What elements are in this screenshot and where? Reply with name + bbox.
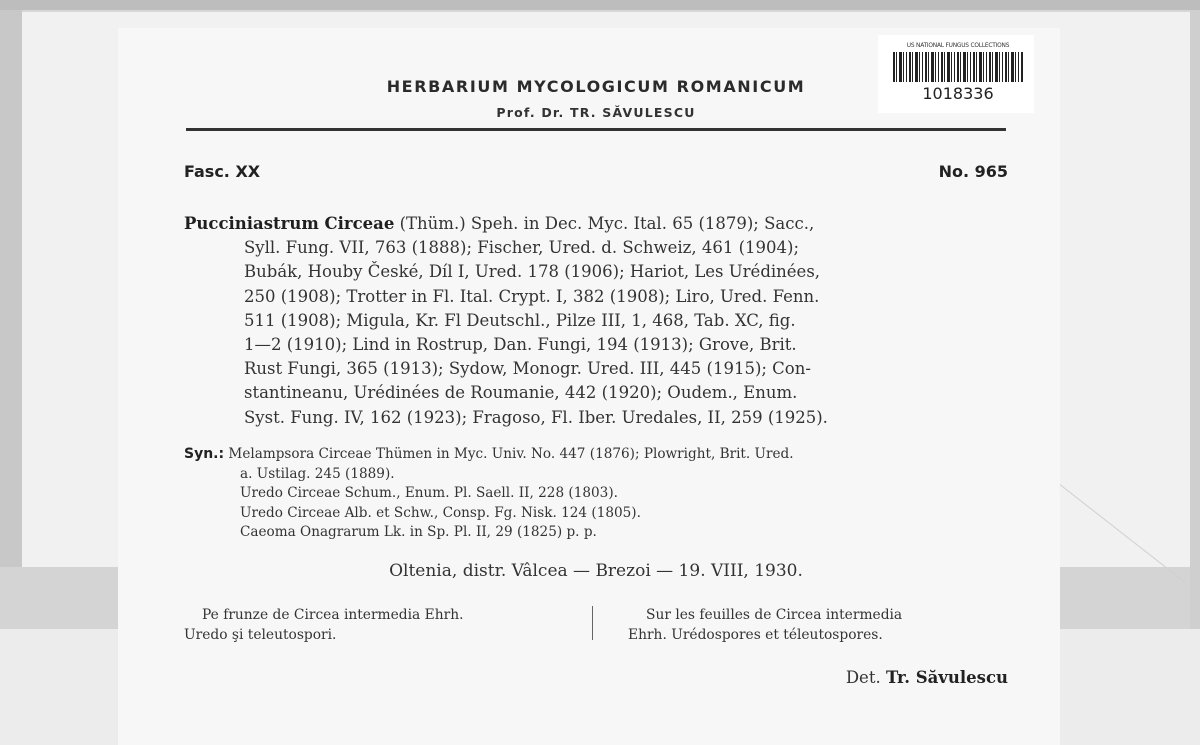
citation-line bbox=[184, 212, 1014, 236]
citation-line: Rust Fungi, 365 (1913); Sydow, Monogr. Ured. III, 445 (1915); Con- bbox=[244, 359, 811, 379]
host-note-romanian bbox=[184, 605, 579, 645]
citation-text: (Thüm.) Speh. in Dec. Myc. Ital. 65 (1879); Sacc., bbox=[399, 214, 815, 233]
synonym-line: Caeoma Onagrarum Lk. in Sp. Pl. II, 29 (1825) p. p. bbox=[240, 524, 597, 540]
collection-locality: Oltenia, distr. Vâlcea — Brezoi — 19. VIII, 1930. bbox=[389, 561, 803, 581]
synonym-line: a. Ustilag. 245 (1889). bbox=[240, 465, 395, 482]
synonyms-label: Syn.: bbox=[184, 446, 225, 462]
citation-line: 1—2 (1910); Lind in Rostrup, Dan. Fungi, 194 (1913); Grove, Brit. bbox=[244, 334, 797, 354]
synonym-line bbox=[184, 445, 1014, 465]
determiner-prefix: Det. bbox=[845, 668, 881, 687]
determiner-name: Tr. Săvulescu bbox=[885, 668, 1008, 687]
synonym-line: Uredo Circeae Schum., Enum. Pl. Saell. II, 228 (1803). bbox=[240, 485, 618, 501]
citation-line: 250 (1908); Trotter in Fl. Ital. Crypt. I, 382 (1908); Liro, Ured. Fenn. bbox=[244, 286, 820, 306]
exsiccata-number: No. 965 bbox=[938, 162, 1008, 181]
header-rule bbox=[186, 128, 1006, 131]
host-line: Pe frunze de Circea intermedia Ehrh. bbox=[202, 607, 464, 623]
species-name: Pucciniastrum Circeae bbox=[184, 214, 395, 233]
herbarium-title: HERBARIUM MYCOLOGICUM ROMANICUM bbox=[386, 77, 806, 96]
citation-line: Syst. Fung. IV, 162 (1923); Fragoso, Fl. Iber. Uredales, II, 259 (1925). bbox=[244, 407, 828, 427]
synonym-text: Melampsora Circeae Thümen in Myc. Univ. No. 447 (1876); Plowright, Brit. Ured. bbox=[228, 446, 794, 462]
citation-line: Syll. Fung. VII, 763 (1888); Fischer, Ured. d. Schweiz, 461 (1904); bbox=[244, 238, 800, 258]
synonym-line: Uredo Circeae Alb. et Schw., Consp. Fg. Nisk. 124 (1805). bbox=[240, 504, 641, 521]
host-line: Ehrh. Urédospores et téleutospores. bbox=[628, 627, 883, 643]
citation-line: 511 (1908); Migula, Kr. Fl Deutschl., Pilze III, 1, 468, Tab. XC, fig. bbox=[244, 310, 796, 330]
barcode-number: 1018336 bbox=[922, 84, 994, 103]
host-line: Uredo şi teleutospori. bbox=[184, 627, 337, 643]
column-divider bbox=[592, 606, 593, 640]
determiner bbox=[846, 668, 1008, 687]
citation-line: Bubák, Houby České, Díl I, Ured. 178 (1906); Hariot, Les Urédinées, bbox=[244, 262, 821, 282]
barcode-institution: US NATIONAL FUNGUS COLLECTIONS bbox=[906, 41, 1010, 49]
citation-line: stantineanu, Urédinées de Roumanie, 442 (1920); Oudem., Enum. bbox=[244, 383, 798, 403]
host-line: Sur les feuilles de Circea intermedia bbox=[646, 607, 903, 623]
synonyms-block bbox=[184, 445, 1014, 543]
herbarium-subtitle: Prof. Dr. TR. SĂVULESCU bbox=[496, 105, 696, 120]
species-citation bbox=[184, 212, 1014, 430]
scan-border-right bbox=[1190, 10, 1200, 629]
scan-border-top bbox=[0, 0, 1200, 10]
fascicle-number: Fasc. XX bbox=[184, 162, 261, 181]
host-note-french bbox=[628, 605, 1018, 645]
